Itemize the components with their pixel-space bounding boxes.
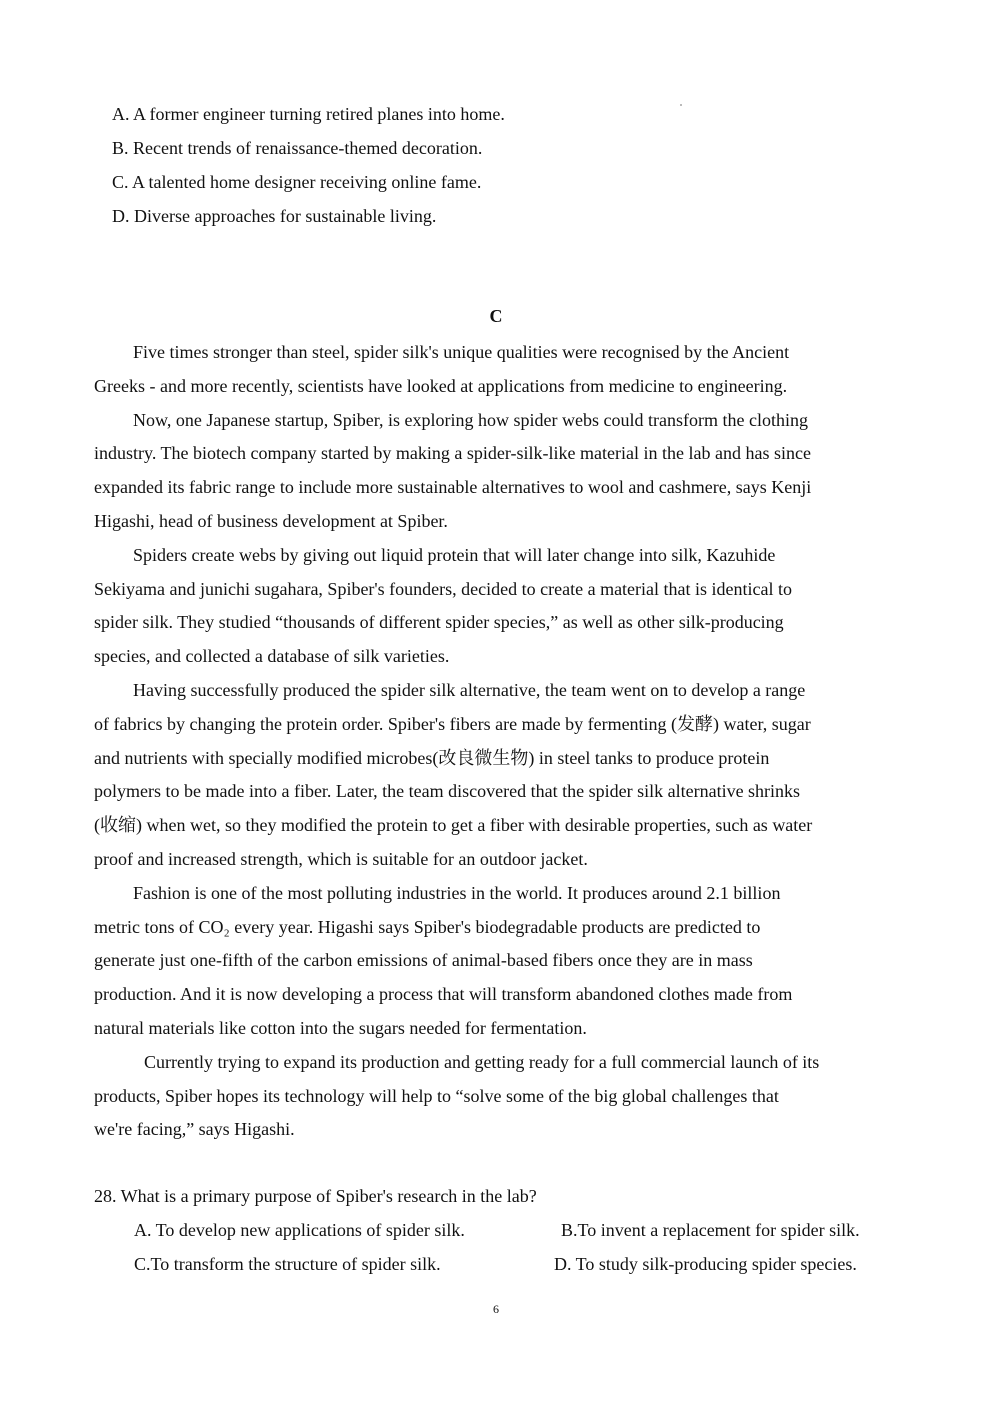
- passage-line: Having successfully produced the spider silk alternative, the team went on to develop a range: [133, 680, 806, 700]
- option-d-prev: D. Diverse approaches for sustainable living.: [112, 206, 437, 226]
- passage-line: Now, one Japanese startup, Spiber, is exploring how spider webs could transform the clothing: [133, 410, 808, 430]
- passage-line: metric tons of CO₂ every year. Higashi says Spiber's biodegradable products are predicted to: [94, 917, 761, 937]
- passage-line: and nutrients with specially modified microbes(改良微生物) in steel tanks to produce protein: [94, 748, 770, 768]
- passage-line: products, Spiber hopes its technology will help to “solve some of the big global challenges that: [94, 1086, 779, 1106]
- passage-line: industry. The biotech company started by making a spider-silk-like material in the lab and has since: [94, 443, 811, 463]
- option-a-prev: A. A former engineer turning retired planes into home.: [112, 104, 505, 124]
- passage-line: production. And it is now developing a process that will transform abandoned clothes made from: [94, 984, 793, 1004]
- passage-line: Greeks - and more recently, scientists have looked at applications from medicine to engineering.: [94, 376, 788, 396]
- answer-option-a[interactable]: A. To develop new applications of spider silk.: [134, 1220, 465, 1240]
- answer-option-c[interactable]: C.To transform the structure of spider silk.: [134, 1254, 441, 1274]
- passage-line: natural materials like cotton into the sugars needed for fermentation.: [94, 1018, 587, 1038]
- passage-line: we're facing,” says Higashi.: [94, 1119, 295, 1139]
- section-heading: C: [489, 306, 503, 326]
- passage-line: spider silk. They studied “thousands of different spider species,” as well as other silk-producing: [94, 612, 784, 632]
- passage-line: Spiders create webs by giving out liquid protein that will later change into silk, Kazuhide: [133, 545, 776, 565]
- passage-line: (收缩) when wet, so they modified the protein to get a fiber with desirable properties, such as water: [94, 815, 813, 835]
- answer-option-d[interactable]: D. To study silk-producing spider species.: [554, 1254, 857, 1274]
- passage-line: Sekiyama and junichi sugahara, Spiber's founders, decided to create a material that is identical to: [94, 579, 793, 599]
- answer-option-b[interactable]: B.To invent a replacement for spider silk.: [561, 1220, 860, 1240]
- passage-line: Higashi, head of business development at Spiber.: [94, 511, 448, 531]
- passage-line: Currently trying to expand its production and getting ready for a full commercial launch of its: [144, 1052, 820, 1072]
- passage-line: expanded its fabric range to include more sustainable alternatives to wool and cashmere, says Kenji: [94, 477, 812, 497]
- passage-line: species, and collected a database of silk varieties.: [94, 646, 450, 666]
- scan-speck: [680, 104, 682, 106]
- option-b-prev: B. Recent trends of renaissance-themed decoration.: [112, 138, 483, 158]
- passage-line: Fashion is one of the most polluting industries in the world. It produces around 2.1 billion: [133, 883, 781, 903]
- passage-line: generate just one-fifth of the carbon emissions of animal-based fibers once they are in mass: [94, 950, 753, 970]
- passage-line: proof and increased strength, which is suitable for an outdoor jacket.: [94, 849, 588, 869]
- passage-line: polymers to be made into a fiber. Later, the team discovered that the spider silk alternative shrinks: [94, 781, 801, 801]
- question-stem: 28. What is a primary purpose of Spiber's research in the lab?: [94, 1186, 537, 1206]
- page-number: 6: [493, 1302, 499, 1316]
- option-c-prev: C. A talented home designer receiving online fame.: [112, 172, 482, 192]
- passage-line: Five times stronger than steel, spider silk's unique qualities were recognised by the Ancient: [133, 342, 790, 362]
- passage-line: of fabrics by changing the protein order. Spiber's fibers are made by fermenting (发酵) water, sugar: [94, 714, 811, 734]
